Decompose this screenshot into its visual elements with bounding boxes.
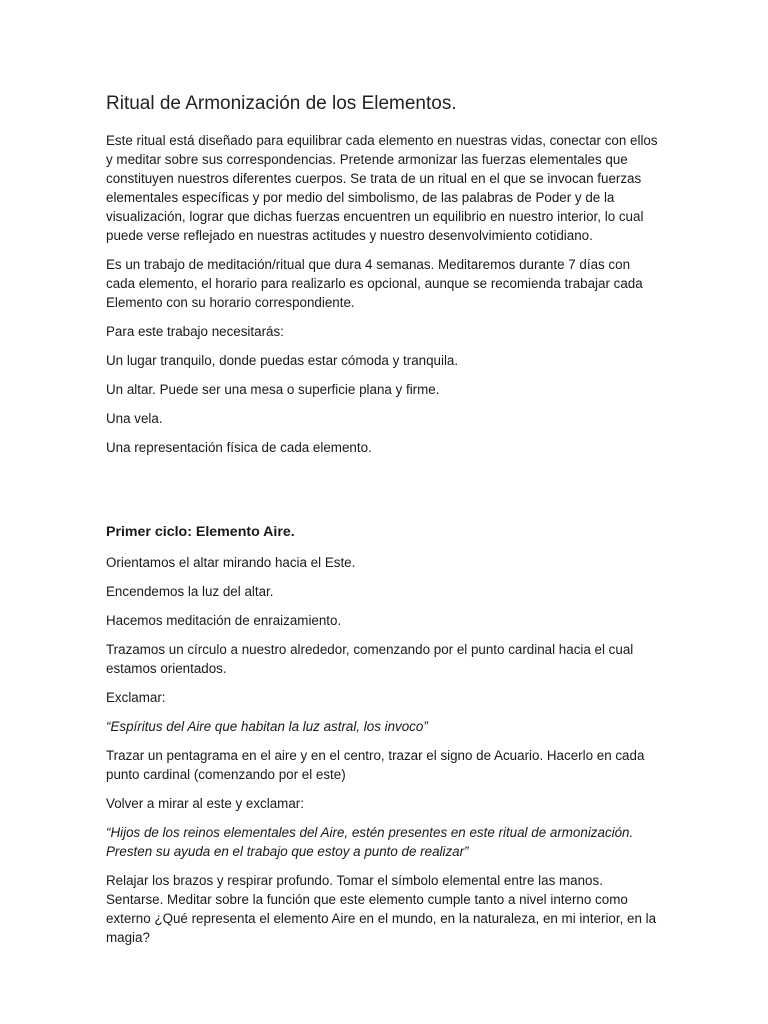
- materials-item: Un lugar tranquilo, donde puedas estar cómoda y tranquila.: [106, 352, 459, 368]
- step-paragraph: Trazar un pentagrama en el aire y en el centro, trazar el signo de Acuario. Hacerlo en cada punto cardinal (comenzando por el este): [106, 747, 645, 782]
- intro-paragraph: Es un trabajo de meditación/ritual que dura 4 semanas. Meditaremos durante 7 días con cada elemento, el horario para realizarlo es opcional, aunque se recomienda trabajar cada Elemento con su horario correspondiente.: [106, 256, 643, 310]
- step-paragraph: Volver a mirar al este y exclamar:: [106, 795, 304, 811]
- intro-paragraph: Este ritual está diseñado para equilibrar cada elemento en nuestras vidas, conectar con ellos y meditar sobre sus correspondencias. Pretende armonizar las fuerzas elementales que constituyen nuestros diferentes cuerpos. Se trata de un ritual en el que se invocan fuerzas elementales específicas y por medio del simbolismo, de las palabras de Poder y de la visualización, lograr que dichas fuerzas encuentren un equilibrio en nuestro interior, lo cual puede verse reflejado en nuestras actitudes y nuestro desenvolvimiento cotidiano.: [106, 132, 658, 243]
- materials-item: Una vela.: [106, 410, 163, 426]
- section-heading: Primer ciclo: Elemento Aire.: [106, 523, 295, 540]
- materials-item: Una representación física de cada elemento.: [106, 439, 372, 455]
- step-paragraph: Trazamos un círculo a nuestro alrededor, comenzando por el punto cardinal hacia el cual estamos orientados.: [106, 641, 634, 676]
- step-paragraph: Encendemos la luz del altar.: [106, 583, 274, 599]
- materials-item: Un altar. Puede ser una mesa o superficie plana y firme.: [106, 381, 440, 397]
- step-paragraph: Orientamos el altar mirando hacia el Este.: [106, 554, 356, 570]
- step-paragraph: Hacemos meditación de enraizamiento.: [106, 612, 342, 628]
- section-spacer: [106, 467, 662, 523]
- step-paragraph: Exclamar:: [106, 689, 166, 705]
- document-title: Ritual de Armonización de los Elementos.: [106, 93, 457, 114]
- invocation-quote: “Espíritus del Aire que habitan la luz astral, los invoco”: [106, 718, 428, 734]
- step-paragraph: Relajar los brazos y respirar profundo. Tomar el símbolo elemental entre las manos. Sentarse. Meditar sobre la función que este elemento cumple tanto a nivel interno como externo ¿Qué representa el elemento Aire en el mundo, en la naturaleza, en mi interior, en la magia?: [106, 872, 657, 945]
- invocation-quote: “Hijos de los reinos elementales del Aire, estén presentes en este ritual de armonización. Presten su ayuda en el trabajo que estoy a punto de realizar”: [106, 824, 634, 859]
- materials-intro: Para este trabajo necesitarás:: [106, 323, 284, 339]
